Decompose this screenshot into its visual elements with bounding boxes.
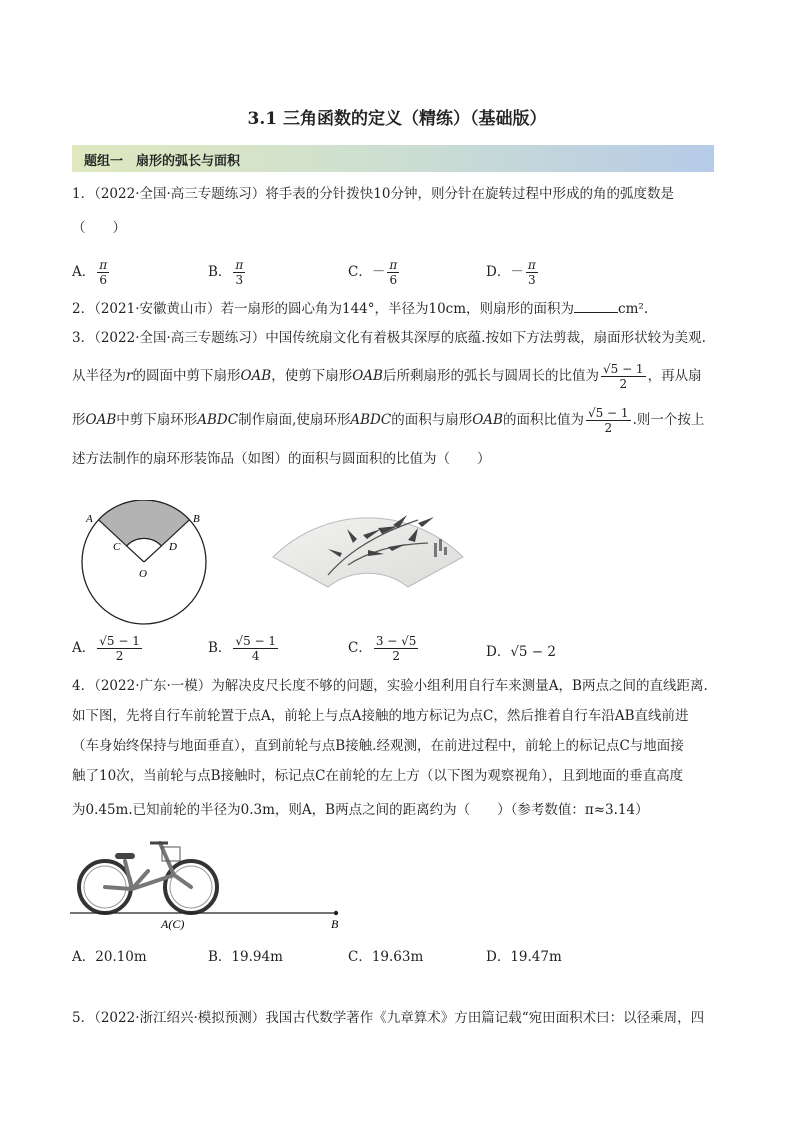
q3-option-b: B． $\frac{√5 - 1}{4}$: [208, 634, 277, 663]
q1-option-d: D．－ $\frac{\pi}{3}$: [486, 258, 536, 287]
label-ac: A(C): [161, 917, 185, 930]
q1-option-c: C．－ $\frac{\pi}{6}$: [348, 258, 398, 287]
q1-text: 1．（2022·全国·高三专题练习）将手表的分针拨快10分钟，则分针在旋转过程中形成的角的弧度数是: [72, 186, 674, 202]
q3-option-d: D．√5 − 2: [486, 644, 557, 660]
point-b: [334, 911, 338, 915]
q4-option-c: C．19.63m: [348, 949, 424, 965]
q1-option-a: A． $\frac{\pi}{6}$: [72, 258, 108, 287]
q4-line2: 如下图，先将自行车前轮置于点A，前轮上与点A接触的地方标记为点C，然后推着自行车沿AB直线前进: [72, 708, 689, 724]
q3-option-a: A． $\frac{√5 - 1}{2}$: [72, 634, 140, 663]
answer-blank: [574, 300, 618, 313]
q3-line2: 从半径为r的圆面中剪下扇形OAB，使剪下扇形OAB后所剩扇形的弧长与圆周长的比值为 $\frac{√5 - 1}{2}$ ，再从扇: [72, 362, 702, 391]
q4-option-d: D．19.47m: [486, 949, 562, 965]
q4-line3: （车身始终保持与地面垂直），直到前轮与点B接触.经观测，在前进过程中，前轮上的标记点C与地面接: [72, 738, 684, 754]
q4-line1: 4．（2022·广东·一模）为解决皮尺长度不够的问题，实验小组利用自行车来测量A，B两点之间的直线距离.: [72, 678, 708, 694]
q3-line4: 述方法制作的扇环形装饰品（如图）的面积与圆面积的比值为（ ）: [72, 451, 491, 467]
bamboo-fan-image: [268, 495, 468, 595]
label-o: O: [139, 568, 147, 580]
label-a: A: [86, 513, 93, 525]
label-c: C: [113, 541, 121, 553]
q3-line1: 3．（2022·全国·高三专题练习）中国传统扇文化有着极其深厚的底蕴.按如下方法剪裁，扇面形状较为美观.: [72, 330, 706, 346]
q2-text: 2．（2021·安徽黄山市）若一扇形的圆心角为144°，半径为10cm，则扇形的面积为 cm².: [72, 301, 649, 317]
q4-option-a: A．20.10m: [72, 949, 147, 965]
q3-line3: 形OAB中剪下扇环形ABDC制作扇面,使扇环形ABDC的面积与扇形OAB的面积比值为 $\frac{√5 - 1}{2}$ .则一个按上: [72, 406, 705, 435]
seat: [115, 853, 135, 859]
label-b: B: [331, 917, 339, 930]
sector-figure: [76, 500, 216, 630]
q4-option-b: B．19.94m: [208, 949, 283, 965]
section-banner: [72, 145, 714, 172]
label-d: D: [169, 541, 177, 553]
section-banner-label: 题组一 扇形的弧长与面积: [84, 154, 241, 169]
q3-option-c: C． $\frac{3 - √5}{2}$: [348, 634, 417, 663]
page-title: 3.1 三角函数的定义（精练）（基础版）: [247, 109, 547, 129]
q4-line5: 为0.45m.已知前轮的半径为0.3m，则A，B两点之间的距离约为（ ）（参考数值：π≈3.14）: [72, 802, 649, 818]
q1-option-b: B． $\frac{\pi}{3}$: [208, 258, 244, 287]
q1-paren: （ ）: [72, 220, 126, 236]
bicycle-figure: [70, 835, 360, 930]
label-b: B: [193, 513, 200, 525]
q4-line4: 触了10次，当前轮与点B接触时，标记点C在前轮的左上方（以下图为观察视角），且到地面的垂直高度: [72, 768, 684, 784]
q5-line1: 5．（2022·浙江绍兴·模拟预测）我国古代数学著作《九章算术》方田篇记载“宛田面积术曰：以径乘周，四: [72, 1010, 705, 1026]
